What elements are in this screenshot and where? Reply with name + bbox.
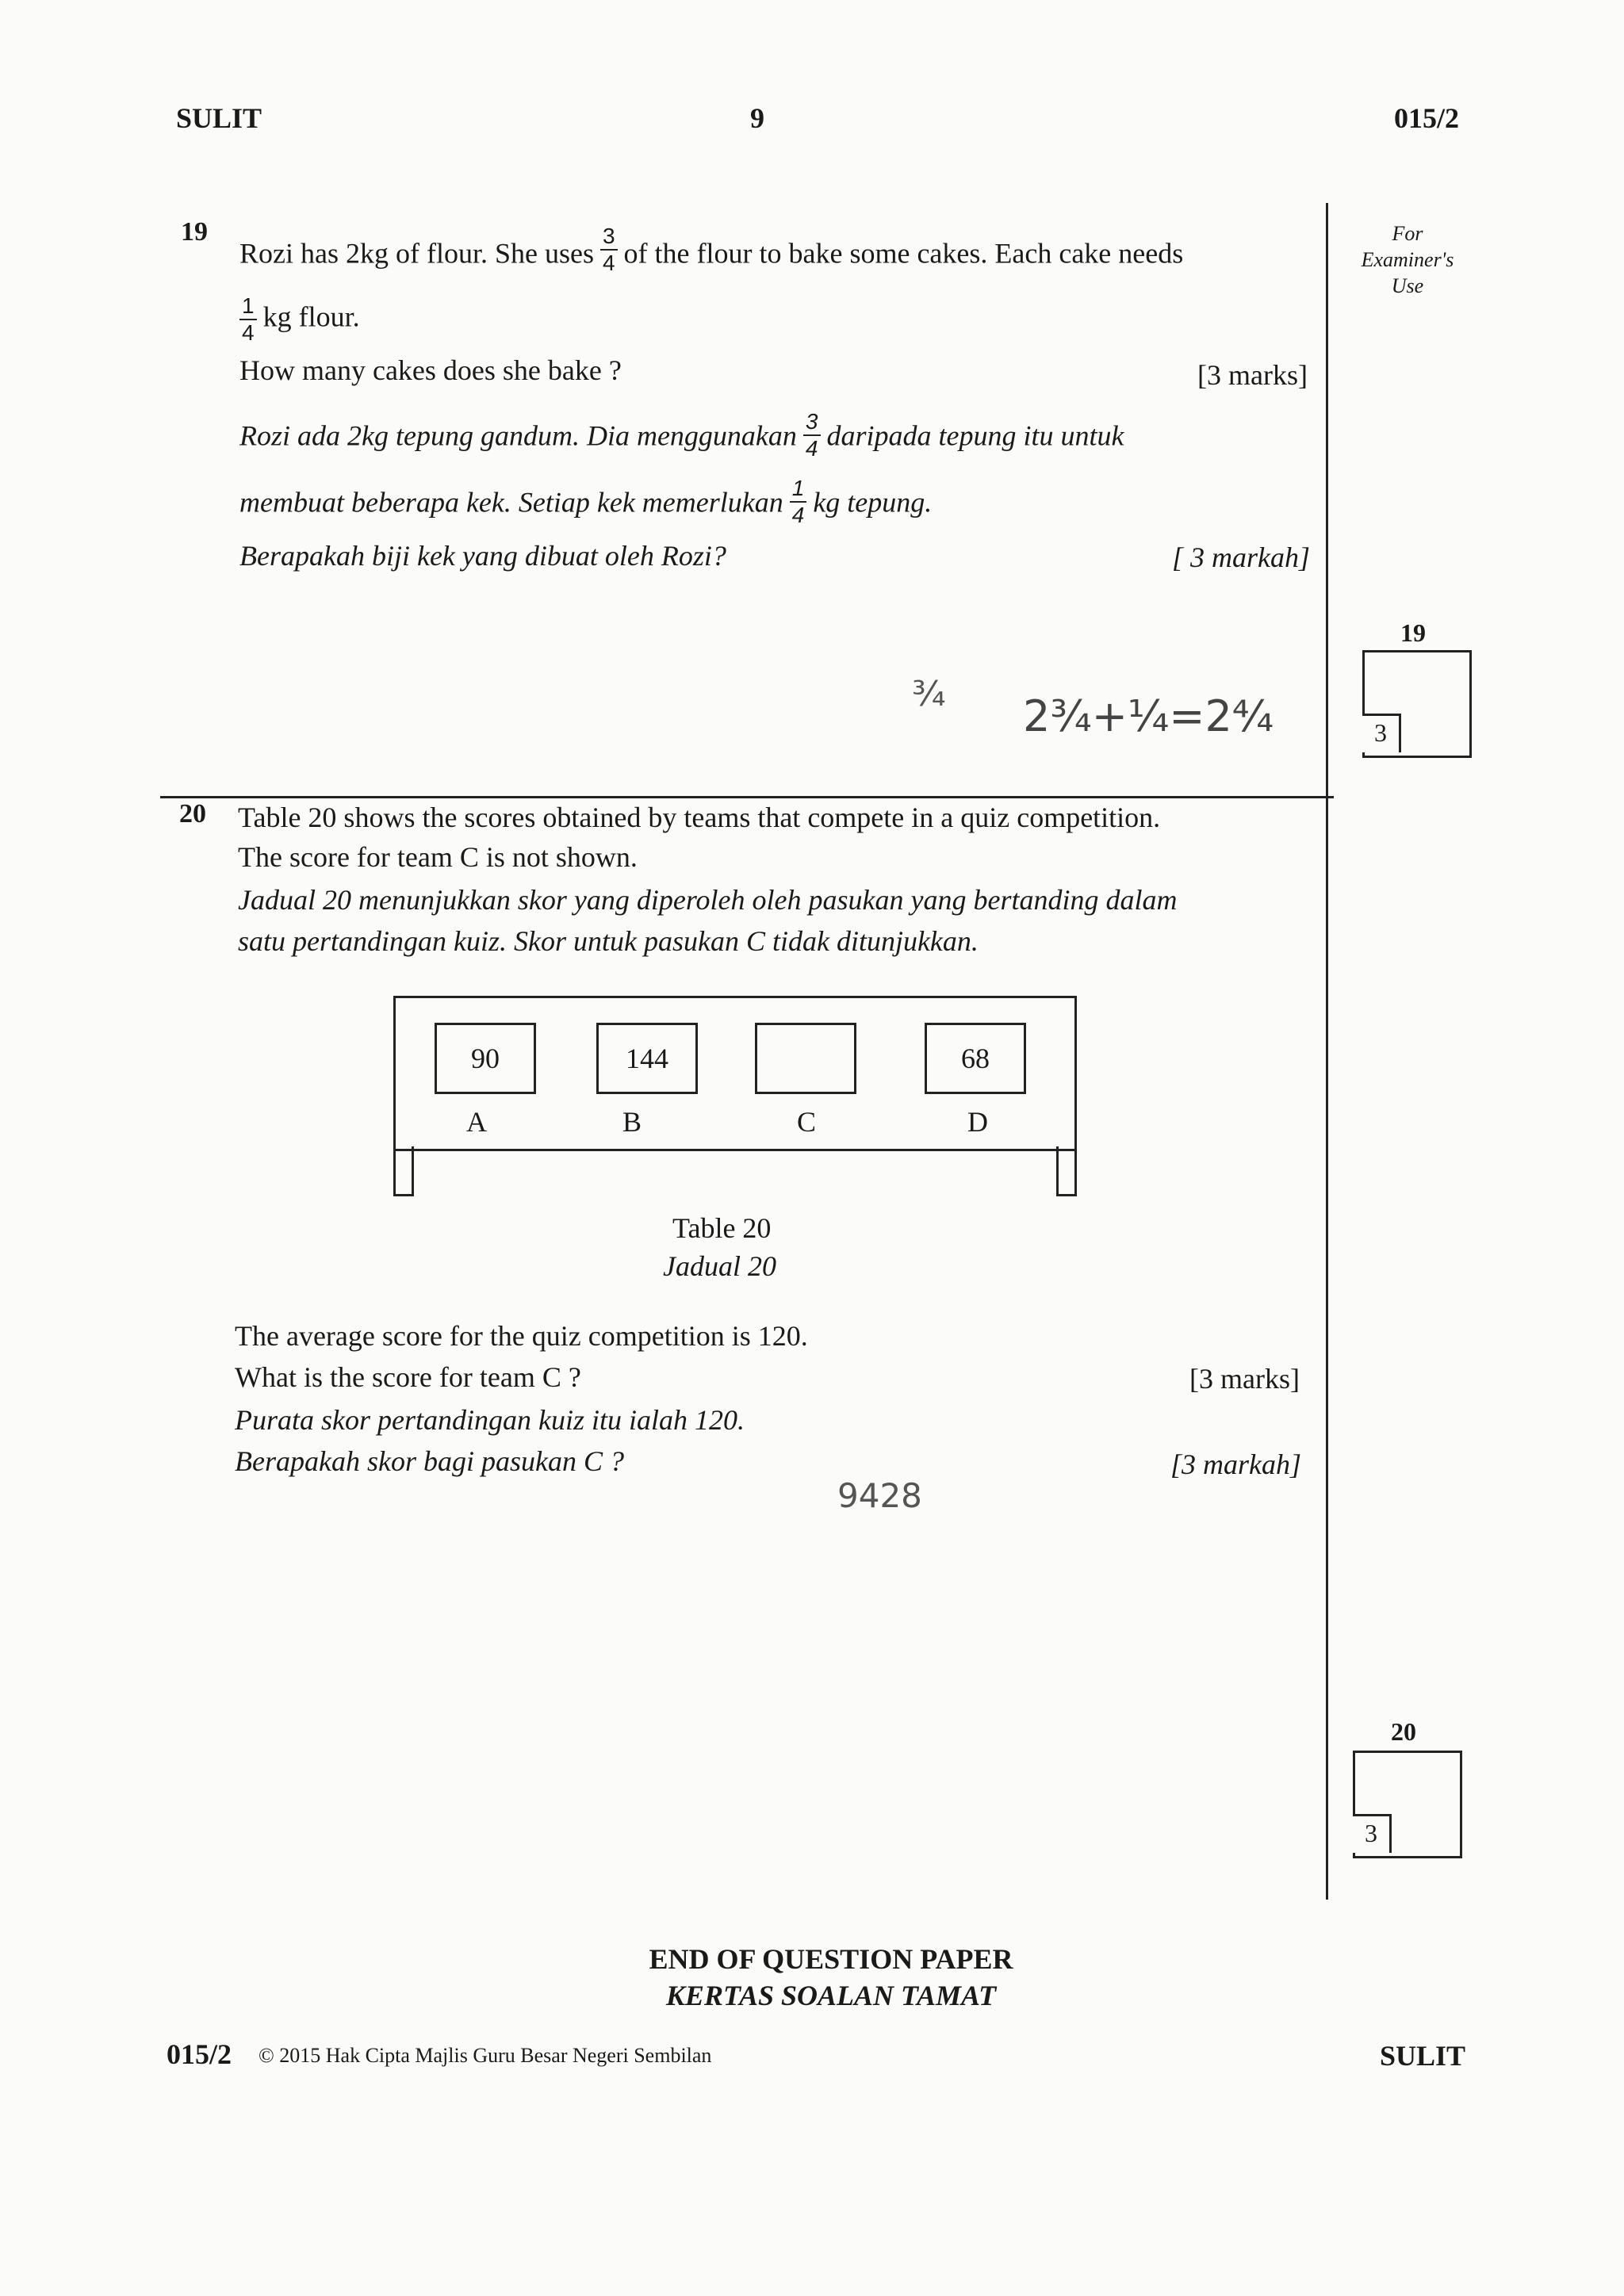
q19-my-line2: membuat beberapa kek. Setiap kek memerlukan $\frac{1}{4}$ kg tepung. [239,476,933,527]
footer-sulit: SULIT [1380,2040,1466,2072]
team-c-score [755,1023,856,1094]
q20-my-q-line2: Berapakah skor bagi pasukan C ? [235,1445,624,1477]
examiner-column-divider [1326,203,1328,1900]
q20-my-line2: satu pertandingan kuiz. Skor untuk pasukan C tidak ditunjukkan. [238,925,979,957]
team-a-score: 90 [435,1023,536,1094]
q19-line2: $\frac{1}{4}$ kg flour. [239,293,360,346]
end-of-paper: END OF QUESTION PAPER [649,1943,1013,1975]
q20-max-score: 3 [1353,1814,1392,1853]
q19-my-marks: [ 3 markah] [1172,541,1311,573]
paper-code: 015/2 [1394,102,1460,134]
q20-my-marks: [3 markah] [1170,1448,1302,1480]
q19-question: How many cakes does she bake ? [239,354,622,386]
q20-q-line1: The average score for the quiz competition is 120. [235,1320,808,1352]
team-b-label: B [622,1106,642,1138]
footer-copyright: © 2015 Hak Cipta Majlis Guru Besar Negeri Sembilan [259,2044,712,2067]
q19-handwritten-working: 2¾+¼=2⁴⁄₄ [1023,691,1274,741]
page-number: 9 [750,102,764,134]
examiner-label: For Examiner's Use [1361,222,1454,297]
q19-marks: [3 marks] [1197,359,1308,391]
question-divider [160,796,1334,798]
q20-q-line2: What is the score for team C ? [235,1361,581,1393]
team-d-label: D [967,1106,988,1138]
end-of-paper-my: KERTAS SOALAN TAMAT [665,1980,997,2011]
table-caption: Table 20 [672,1212,772,1244]
team-d-score: 68 [925,1023,1026,1094]
q20-line1: Table 20 shows the scores obtained by teams that compete in a quiz competition. [238,802,1161,833]
team-b-score: 144 [596,1023,698,1094]
q20-number: 20 [179,799,206,828]
q19-number: 19 [181,217,208,247]
q19-line1: Rozi has 2kg of flour. She uses $\frac{3}{4}$ of the flour to bake some cakes. Each cake needs [239,224,1184,275]
header-sulit: SULIT [176,102,262,134]
q20-my-line1: Jadual 20 menunjukkan skor yang diperoleh oleh pasukan yang bertanding dalam [238,884,1178,916]
q19-my-line1: Rozi ada 2kg tepung gandum. Dia menggunakan $\frac{3}{4}$ daripada tepung itu untuk [239,409,1124,461]
q19-box-number: 19 [1400,618,1426,647]
q20-box-number: 20 [1391,1717,1416,1746]
table-leg-right [1056,1146,1077,1196]
q20-line2: The score for team C is not shown. [238,841,638,873]
table-leg-left [393,1146,414,1196]
q19-my-question: Berapakah biji kek yang dibuat oleh Rozi? [239,540,726,572]
q19-max-score: 3 [1362,714,1401,752]
table-caption-my: Jadual 20 [663,1250,776,1282]
q19-handwritten-scribble: ¾ [912,674,946,714]
team-c-label: C [796,1106,816,1138]
team-a-label: A [466,1106,487,1138]
q20-marks: [3 marks] [1189,1363,1300,1395]
q20-handwritten-answer: 9428 [837,1476,922,1515]
footer-code: 015/2 [167,2038,232,2070]
q20-my-q-line1: Purata skor pertandingan kuiz itu ialah 120. [235,1404,745,1436]
